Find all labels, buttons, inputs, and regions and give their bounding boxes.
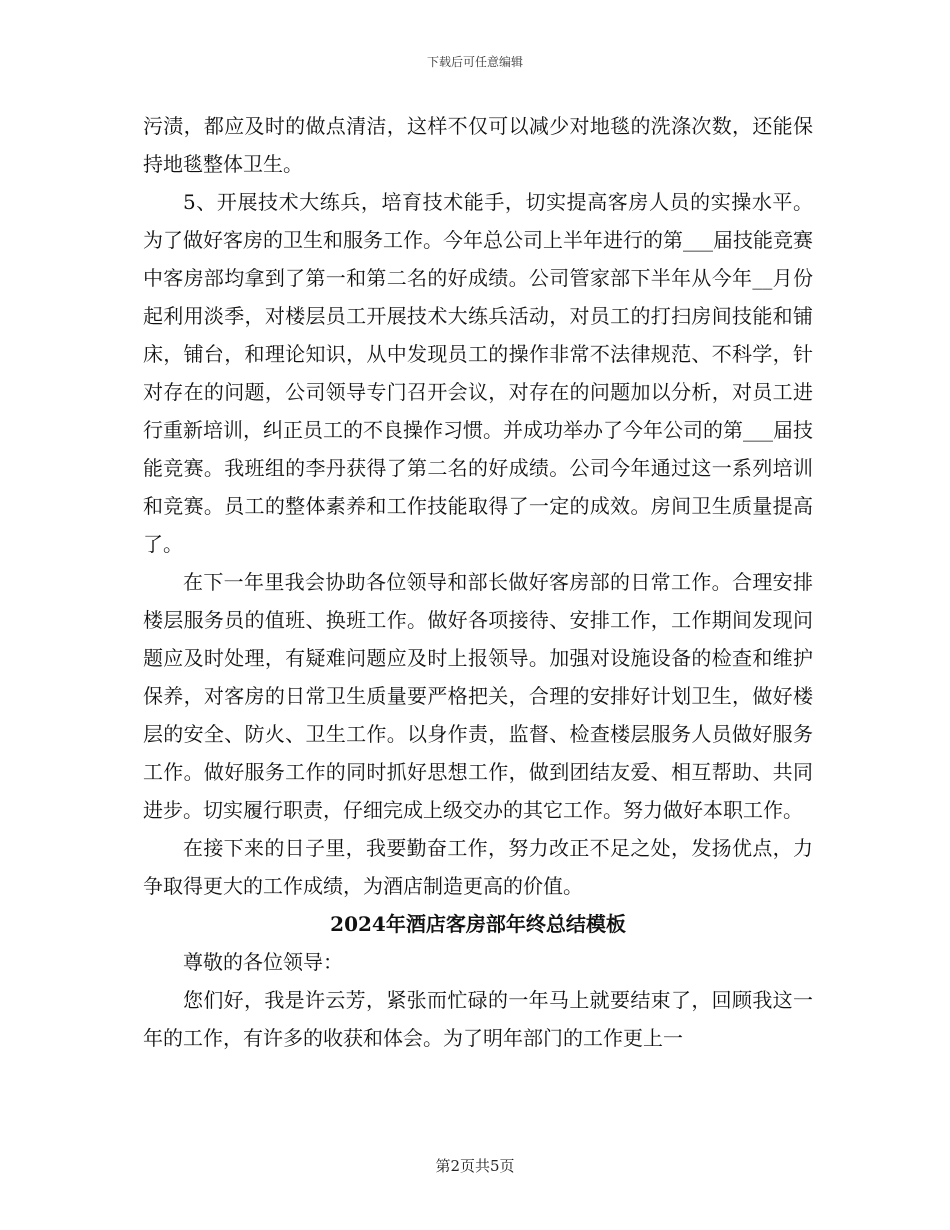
- page-number: 第2页共5页: [435, 1157, 515, 1175]
- document-body: [143, 107, 813, 1057]
- paragraph-closing: 在接下来的日子里，我要勤奋工作，努力改正不足之处，发扬优点，力争取得更大的工作成绩，为酒店制造更高的价值。: [143, 836, 813, 898]
- paragraph-next-year-plan: 在下一年里我会协助各位领导和部长做好客房部的日常工作。合理安排楼层服务员的值班、换班工作。做好各项接待、安排工作，工作期间发现问题应及时处理，有疑难问题应及时上报领导。加强对设施设备的检查和维护保养，对客房的日常卫生质量要严格把关，合理的安排好计划卫生，做好楼层的安全、防火、卫生工作。以身作责，监督、检查楼层服务人员做好服务工作。做好服务工作的同时抓好思想工作，做到团结友爱、相互帮助、共同进步。切实履行职责，仔细完成上级交办的其它工作。努力做好本职工作。: [143, 570, 813, 822]
- section-title: 2024年酒店客房部年终总结模板: [330, 912, 626, 936]
- paragraph-opening: 您们好，我是许云芳，紧张而忙碌的一年马上就要结束了，回顾我这一年的工作，有许多的收获和体会。为了明年部门的工作更上一: [143, 988, 813, 1050]
- salutation: 尊敬的各位领导：: [183, 950, 343, 974]
- page-header: 下载后可任意编辑: [426, 55, 523, 69]
- paragraph-skills-training: 5、开展技术大练兵，培育技术能手，切实提高客房人员的实操水平。为了做好客房的卫生和服务工作。今年总公司上半年进行的第___届技能竞赛中客房部均拿到了第一和第二名的好成绩。公司管家部下半年从今年__月份起利用淡季，对楼层员工开展技术大练兵活动，对员工的打扫房间技能和铺床，铺台，和理论知识，从中发现员工的操作非常不法律规范、不科学，针对存在的问题，公司领导专门召开会议，对存在的问题加以分析，对员工进行重新培训，纠正员工的不良操作习惯。并成功举办了今年公司的第___届技能竞赛。我班组的李丹获得了第二名的好成绩。公司今年通过这一系列培训和竞赛。员工的整体素养和工作技能取得了一定的成效。房间卫生质量提高了。: [143, 190, 813, 556]
- paragraph-continuation: 污渍，都应及时的做点清洁，这样不仅可以减少对地毯的洗涤次数，还能保持地毯整体卫生。: [143, 114, 813, 176]
